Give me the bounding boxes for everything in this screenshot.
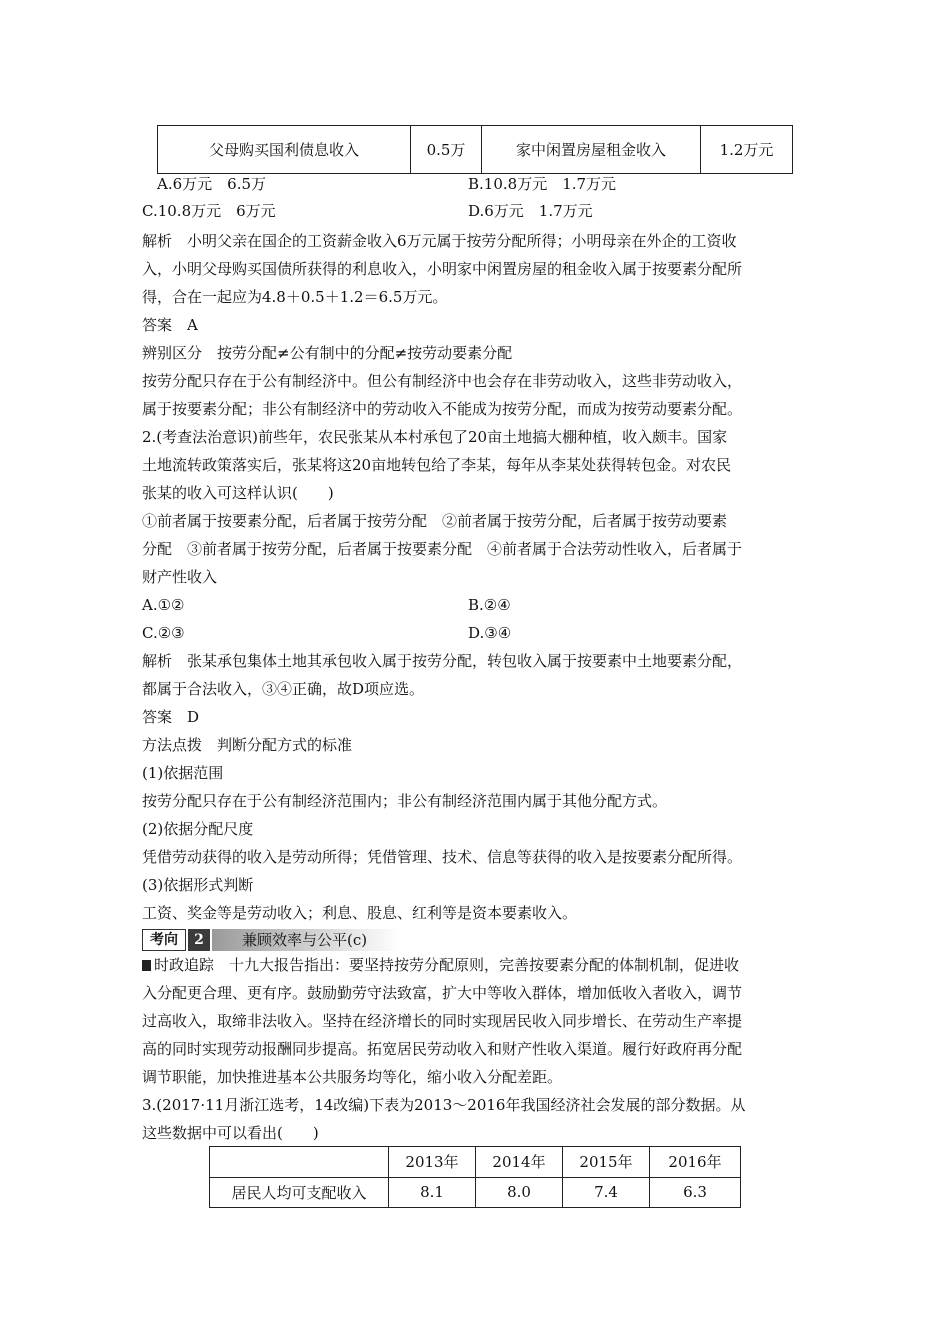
economic-data-table	[209, 1146, 741, 1208]
analysis-line: 都属于合法收入，③④正确，故D项应选。	[142, 680, 425, 698]
section-number: 2	[188, 929, 210, 951]
table-cell: 7.4	[563, 1177, 650, 1208]
news-lead: 时政追踪	[154, 956, 215, 974]
method-line: 凭借劳动获得的收入是劳动所得；凭借管理、技术、信息等获得的收入是按要素分配所得。	[142, 848, 743, 866]
distinguish-line: 按劳分配只存在于公有制经济中。但公有制经济中也会存在非劳动收入，这些非劳动收入，	[142, 372, 743, 390]
bullet-square-icon	[142, 960, 151, 971]
option-c: C.10.8万元 6万元	[142, 202, 276, 220]
option-b: B.10.8万元 1.7万元	[468, 175, 617, 193]
news-text: 十九大报告指出：要坚持按劳分配原则，完善按要素分配的体制机制，促进收	[214, 956, 740, 974]
option-d: D.③④	[468, 624, 512, 642]
analysis-line: 得，合在一起应为4.8＋0.5＋1.2＝6.5万元。	[142, 288, 448, 306]
table-header: 2014年	[476, 1147, 563, 1178]
answer: 答案 A	[142, 316, 198, 334]
news-line: 高的同时实现劳动报酬同步提高。拓宽居民劳动收入和财产性收入渠道。履行好政府再分配	[142, 1040, 743, 1058]
method-line: (1)依据范围	[142, 764, 224, 782]
option-b: B.②④	[468, 596, 511, 614]
question-line: 张某的收入可这样认识( )	[142, 484, 334, 502]
table-header: 2013年	[389, 1147, 476, 1178]
question-line: 2.(考查法治意识)前些年，农民张某从本村承包了20亩土地搞大棚种植，收入颇丰。国家	[142, 428, 728, 446]
table-cell: 0.5万	[411, 126, 482, 174]
option-d: D.6万元 1.7万元	[468, 202, 593, 220]
table-cell: 父母购买国利债息收入	[158, 126, 411, 174]
analysis-line: 解析 张某承包集体土地其承包收入属于按劳分配，转包收入属于按要素中土地要素分配，	[142, 652, 743, 670]
analysis-line: 解析 小明父亲在国企的工资薪金收入6万元属于按劳分配所得；小明母亲在外企的工资收	[142, 232, 737, 250]
news-line: 过高收入，取缔非法收入。坚持在经济增长的同时实现居民收入同步增长、在劳动生产率提	[142, 1012, 743, 1030]
question-line: 土地流转政策落实后，张某将这20亩地转包给了李某，每年从李某处获得转包金。对农民	[142, 456, 732, 474]
table-cell: 1.2万元	[701, 126, 793, 174]
method-line: (2)依据分配尺度	[142, 820, 254, 838]
table-header: 2015年	[563, 1147, 650, 1178]
table-cell: 6.3	[650, 1177, 741, 1208]
table-cell: 家中闲置房屋租金收入	[482, 126, 701, 174]
method-title: 方法点拨 判断分配方式的标准	[142, 736, 353, 754]
question-line: 财产性收入	[142, 568, 218, 586]
method-line: 按劳分配只存在于公有制经济范围内；非公有制经济范围内属于其他分配方式。	[142, 792, 668, 810]
question-line: 分配 ③前者属于按劳分配，后者属于按要素分配 ④前者属于合法劳动性收入，后者属于	[142, 540, 743, 558]
table-header: 2016年	[650, 1147, 741, 1178]
question-line: 3.(2017·11月浙江选考，14改编)下表为2013～2016年我国经济社会发展的部分数据。从	[142, 1096, 746, 1114]
analysis-line: 入，小明父母购买国债所获得的利息收入，小明家中闲置房屋的租金收入属于按要素分配所	[142, 260, 743, 278]
news-line: 调节职能，加快推进基本公共服务均等化，缩小收入分配差距。	[142, 1068, 563, 1086]
option-c: C.②③	[142, 624, 185, 642]
news-line: 入分配更合理、更有序。鼓励勤劳守法致富，扩大中等收入群体，增加低收入者收入，调节	[142, 984, 743, 1002]
distinguish-title: 辨别区分 按劳分配≠公有制中的分配≠按劳动要素分配	[142, 344, 513, 362]
option-a: A.6万元 6.5万	[157, 175, 266, 193]
news-line	[142, 955, 739, 975]
income-table	[157, 125, 793, 174]
row-label: 居民人均可支配收入	[210, 1177, 389, 1208]
table-cell: 8.1	[389, 1177, 476, 1208]
section-title: 兼顾效率与公平(c)	[242, 931, 368, 949]
table-header	[210, 1147, 389, 1178]
option-a: A.①②	[142, 596, 185, 614]
table-cell: 8.0	[476, 1177, 563, 1208]
distinguish-line: 属于按要素分配；非公有制经济中的劳动收入不能成为按劳分配，而成为按劳动要素分配。	[142, 400, 743, 418]
section-banner	[142, 929, 400, 951]
method-line: 工资、奖金等是劳动收入；利息、股息、红利等是资本要素收入。	[142, 904, 578, 922]
question-line: 这些数据中可以看出( )	[142, 1124, 319, 1142]
question-line: ①前者属于按要素分配，后者属于按劳分配 ②前者属于按劳分配，后者属于按劳动要素	[142, 512, 728, 530]
answer: 答案 D	[142, 708, 200, 726]
method-line: (3)依据形式判断	[142, 876, 254, 894]
section-tag: 考向	[142, 929, 186, 951]
